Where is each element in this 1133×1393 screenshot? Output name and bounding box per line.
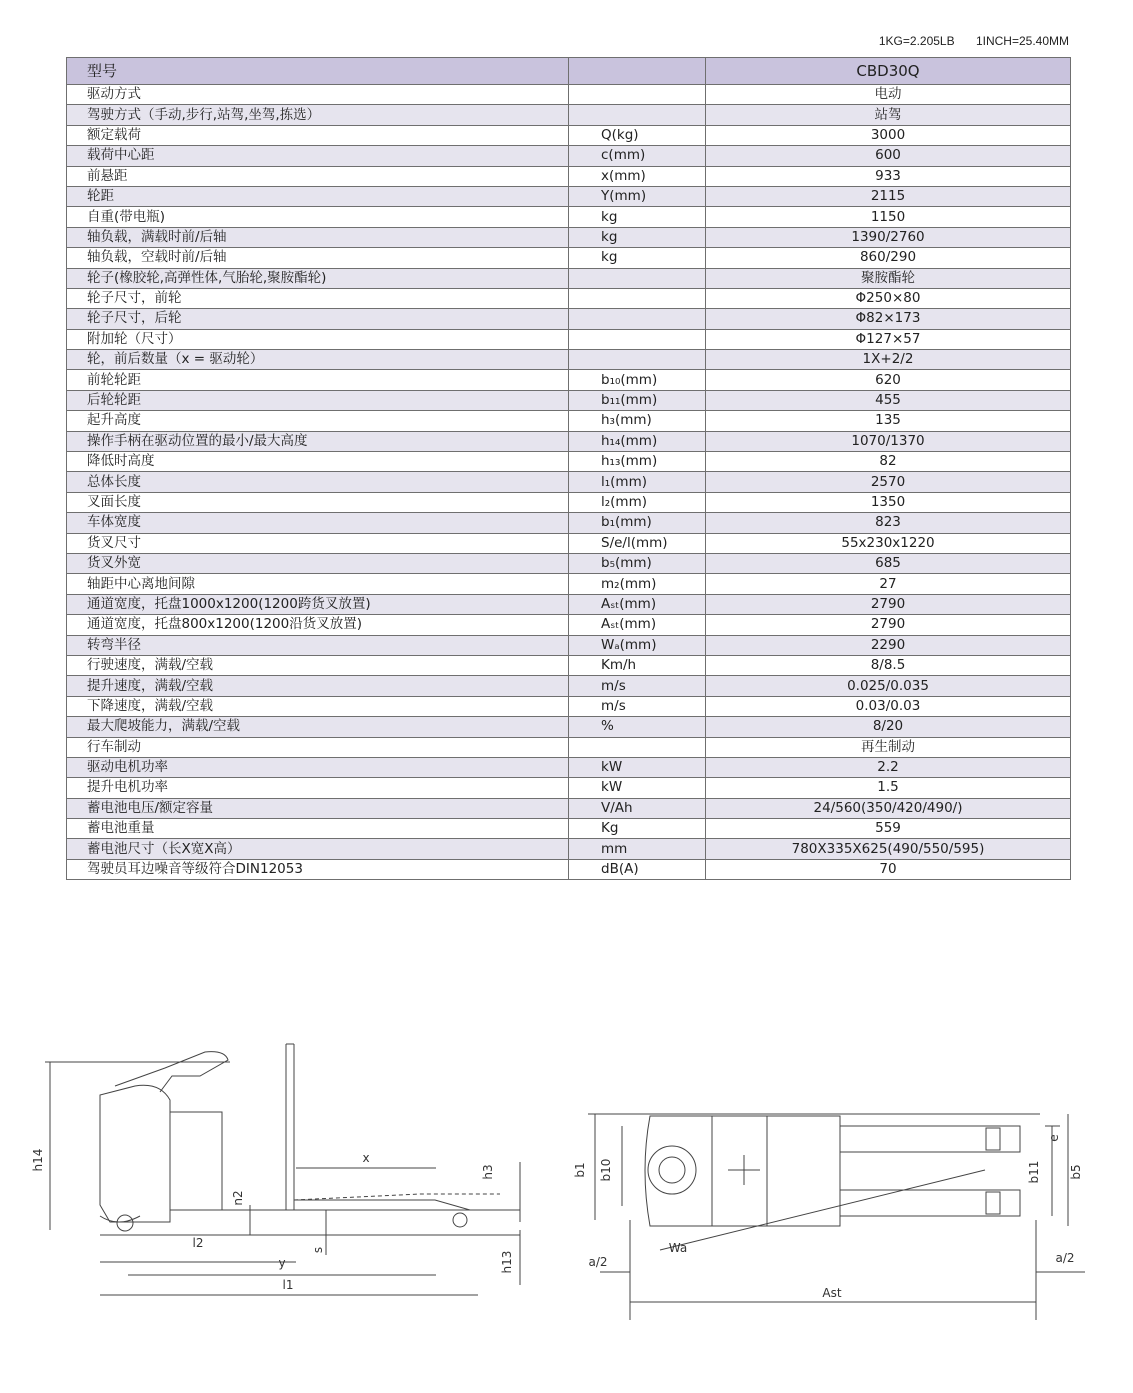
- side-dimension-label: l2: [192, 1236, 204, 1250]
- spec-unit: dB(A): [569, 859, 706, 879]
- spec-label: 车体宽度: [67, 513, 569, 533]
- top-dimension-label: Ast: [822, 1286, 842, 1300]
- spec-value: 3000: [706, 125, 1071, 145]
- side-dimension-label: x: [362, 1151, 370, 1165]
- spec-label: 货叉尺寸: [67, 533, 569, 553]
- top-dimension-label: b11: [1027, 1160, 1041, 1184]
- spec-unit: Q(kg): [569, 125, 706, 145]
- spec-value: 780X335X625(490/550/595): [706, 839, 1071, 859]
- spec-label: 轮距: [67, 186, 569, 206]
- top-dimension-label: a/2: [1055, 1251, 1075, 1265]
- side-dimension-label: l1: [282, 1278, 294, 1292]
- spec-value: 2790: [706, 615, 1071, 635]
- spec-unit: [569, 309, 706, 329]
- spec-label: 货叉外宽: [67, 553, 569, 573]
- spec-label: 降低时高度: [67, 452, 569, 472]
- spec-value: 站驾: [706, 105, 1071, 125]
- spec-label: 额定载荷: [67, 125, 569, 145]
- spec-value: 0.03/0.03: [706, 696, 1071, 716]
- spec-label: 轴负载，满载时前/后轴: [67, 227, 569, 247]
- table-row: [67, 492, 1071, 512]
- spec-unit: [569, 350, 706, 370]
- spec-value: 2290: [706, 635, 1071, 655]
- table-row: [67, 411, 1071, 431]
- spec-label: 叉面长度: [67, 492, 569, 512]
- spec-unit: l₂(mm): [569, 492, 706, 512]
- spec-value: 2115: [706, 186, 1071, 206]
- spec-value: 8/8.5: [706, 655, 1071, 675]
- side-dimension-label: y: [278, 1256, 286, 1270]
- table-row: [67, 778, 1071, 798]
- table-row: [67, 859, 1071, 879]
- spec-unit: Kg: [569, 819, 706, 839]
- spec-unit: mm: [569, 839, 706, 859]
- table-row: [67, 370, 1071, 390]
- side-dimension-label: n2: [231, 1190, 245, 1206]
- table-header: [67, 58, 1071, 85]
- spec-unit: m₂(mm): [569, 574, 706, 594]
- top-dimension-label: b10: [599, 1158, 613, 1182]
- table-row: [67, 186, 1071, 206]
- spec-value: 620: [706, 370, 1071, 390]
- unit-kg: 1KG=2.205LB: [878, 34, 955, 48]
- spec-label: 行驶速度，满载/空载: [67, 655, 569, 675]
- table-row: [67, 757, 1071, 777]
- top-dimension-label: b1: [573, 1162, 587, 1178]
- table-row: [67, 146, 1071, 166]
- spec-unit: [569, 85, 706, 105]
- side-dimension-label: s: [311, 1246, 325, 1254]
- spec-label: 轮，前后数量（x = 驱动轮）: [67, 350, 569, 370]
- spec-label: 轴负载，空载时前/后轴: [67, 248, 569, 268]
- spec-value: 1.5: [706, 778, 1071, 798]
- table-row: [67, 452, 1071, 472]
- table-row: [67, 227, 1071, 247]
- spec-label: 自重(带电瓶): [67, 207, 569, 227]
- spec-unit: [569, 737, 706, 757]
- header-label: 型号: [67, 58, 569, 85]
- table-row: [67, 798, 1071, 818]
- spec-value: 933: [706, 166, 1071, 186]
- spec-table: [66, 57, 1071, 880]
- table-row: [67, 207, 1071, 227]
- side-dimension-label: h13: [500, 1250, 514, 1274]
- table-row: [67, 166, 1071, 186]
- spec-unit: kW: [569, 778, 706, 798]
- spec-label: 蓄电池电压/额定容量: [67, 798, 569, 818]
- spec-label: 驱动方式: [67, 85, 569, 105]
- table-row: [67, 105, 1071, 125]
- table-body: [67, 85, 1071, 880]
- spec-value: 24/560(350/420/490/): [706, 798, 1071, 818]
- unit-inch: 1INCH=25.40MM: [975, 34, 1069, 48]
- spec-label: 提升速度，满载/空载: [67, 676, 569, 696]
- spec-value: 电动: [706, 85, 1071, 105]
- spec-value: 2790: [706, 594, 1071, 614]
- spec-label: 起升高度: [67, 411, 569, 431]
- top-dimension-label: e: [1047, 1134, 1061, 1142]
- table-row: [67, 309, 1071, 329]
- spec-unit: Aₛₜ(mm): [569, 615, 706, 635]
- spec-label: 后轮轮距: [67, 390, 569, 410]
- spec-label: 驾驶员耳边噪音等级符合DIN12053: [67, 859, 569, 879]
- spec-unit: b₁₀(mm): [569, 370, 706, 390]
- spec-value: 1150: [706, 207, 1071, 227]
- spec-value: 823: [706, 513, 1071, 533]
- spec-label: 附加轮（尺寸）: [67, 329, 569, 349]
- top-dimension-label: a/2: [588, 1255, 608, 1269]
- table-row: [67, 655, 1071, 675]
- spec-label: 下降速度，满载/空载: [67, 696, 569, 716]
- table-row: [67, 717, 1071, 737]
- spec-unit: V/Ah: [569, 798, 706, 818]
- spec-value: 135: [706, 411, 1071, 431]
- spec-value: 8/20: [706, 717, 1071, 737]
- table-row: [67, 696, 1071, 716]
- spec-label: 驱动电机功率: [67, 757, 569, 777]
- table-row: [67, 594, 1071, 614]
- spec-unit: m/s: [569, 696, 706, 716]
- spec-unit: [569, 288, 706, 308]
- spec-value: 82: [706, 452, 1071, 472]
- spec-value: 聚胺酯轮: [706, 268, 1071, 288]
- table-row: [67, 431, 1071, 451]
- table-row: [67, 513, 1071, 533]
- table-row: [67, 574, 1071, 594]
- spec-value: 1390/2760: [706, 227, 1071, 247]
- spec-unit: h₁₃(mm): [569, 452, 706, 472]
- spec-unit: kg: [569, 248, 706, 268]
- spec-label: 轮子(橡胶轮,高弹性体,气胎轮,聚胺酯轮): [67, 268, 569, 288]
- spec-label: 载荷中心距: [67, 146, 569, 166]
- table-row: [67, 472, 1071, 492]
- spec-value: 再生制动: [706, 737, 1071, 757]
- table-row: [67, 839, 1071, 859]
- table-row: [67, 268, 1071, 288]
- spec-label: 轮子尺寸，后轮: [67, 309, 569, 329]
- truck-dimension-drawing: [0, 1030, 1133, 1360]
- spec-value: 600: [706, 146, 1071, 166]
- spec-label: 通道宽度，托盘800x1200(1200沿货叉放置): [67, 615, 569, 635]
- table-row: [67, 553, 1071, 573]
- spec-unit: [569, 268, 706, 288]
- spec-unit: m/s: [569, 676, 706, 696]
- table-row: [67, 329, 1071, 349]
- spec-value: Φ82×173: [706, 309, 1071, 329]
- spec-unit: kg: [569, 227, 706, 247]
- spec-value: 70: [706, 859, 1071, 879]
- spec-value: 1070/1370: [706, 431, 1071, 451]
- spec-value: 2570: [706, 472, 1071, 492]
- spec-value: Φ127×57: [706, 329, 1071, 349]
- spec-value: 1350: [706, 492, 1071, 512]
- spec-value: 55x230x1220: [706, 533, 1071, 553]
- spec-label: 前悬距: [67, 166, 569, 186]
- spec-label: 轮子尺寸，前轮: [67, 288, 569, 308]
- spec-unit: h₃(mm): [569, 411, 706, 431]
- table-row: [67, 85, 1071, 105]
- spec-value: 2.2: [706, 757, 1071, 777]
- spec-label: 前轮轮距: [67, 370, 569, 390]
- table-row: [67, 615, 1071, 635]
- spec-label: 蓄电池重量: [67, 819, 569, 839]
- table-row: [67, 819, 1071, 839]
- header-model: CBD30Q: [706, 58, 1071, 85]
- spec-label: 通道宽度，托盘1000x1200(1200跨货叉放置): [67, 594, 569, 614]
- spec-label: 最大爬坡能力，满载/空载: [67, 717, 569, 737]
- table-row: [67, 288, 1071, 308]
- spec-unit: b₁₁(mm): [569, 390, 706, 410]
- spec-unit: h₁₄(mm): [569, 431, 706, 451]
- top-dimension-label: Wa: [668, 1241, 688, 1255]
- spec-label: 总体长度: [67, 472, 569, 492]
- spec-unit: l₁(mm): [569, 472, 706, 492]
- spec-unit: Km/h: [569, 655, 706, 675]
- spec-label: 转弯半径: [67, 635, 569, 655]
- table-row: [67, 737, 1071, 757]
- side-dimension-label: h14: [31, 1148, 45, 1172]
- spec-unit: [569, 329, 706, 349]
- spec-value: 559: [706, 819, 1071, 839]
- spec-label: 行车制动: [67, 737, 569, 757]
- header-unit: [569, 58, 706, 85]
- spec-unit: %: [569, 717, 706, 737]
- top-dimension-label: b5: [1069, 1164, 1083, 1180]
- spec-unit: [569, 105, 706, 125]
- spec-value: Φ250×80: [706, 288, 1071, 308]
- table-row: [67, 533, 1071, 553]
- spec-unit: Wₐ(mm): [569, 635, 706, 655]
- spec-value: 27: [706, 574, 1071, 594]
- spec-unit: S/e/l(mm): [569, 533, 706, 553]
- table-row: [67, 390, 1071, 410]
- spec-label: 操作手柄在驱动位置的最小/最大高度: [67, 431, 569, 451]
- spec-label: 轴距中心离地间隙: [67, 574, 569, 594]
- table-row: [67, 248, 1071, 268]
- spec-unit: x(mm): [569, 166, 706, 186]
- spec-unit: b₁(mm): [569, 513, 706, 533]
- table-row: [67, 125, 1071, 145]
- spec-unit: Aₛₜ(mm): [569, 594, 706, 614]
- table-row: [67, 676, 1071, 696]
- unit-conversion: [879, 34, 1069, 48]
- side-dimension-label: h3: [481, 1164, 495, 1180]
- spec-label: 提升电机功率: [67, 778, 569, 798]
- spec-unit: kW: [569, 757, 706, 777]
- spec-value: 685: [706, 553, 1071, 573]
- spec-unit: kg: [569, 207, 706, 227]
- spec-label: 驾驶方式（手动,步行,站驾,坐驾,拣选）: [67, 105, 569, 125]
- spec-value: 1X+2/2: [706, 350, 1071, 370]
- spec-value: 0.025/0.035: [706, 676, 1071, 696]
- spec-unit: c(mm): [569, 146, 706, 166]
- spec-unit: b₅(mm): [569, 553, 706, 573]
- spec-value: 455: [706, 390, 1071, 410]
- spec-value: 860/290: [706, 248, 1071, 268]
- table-row: [67, 635, 1071, 655]
- spec-label: 蓄电池尺寸（长X宽X高）: [67, 839, 569, 859]
- spec-unit: Y(mm): [569, 186, 706, 206]
- table-row: [67, 350, 1071, 370]
